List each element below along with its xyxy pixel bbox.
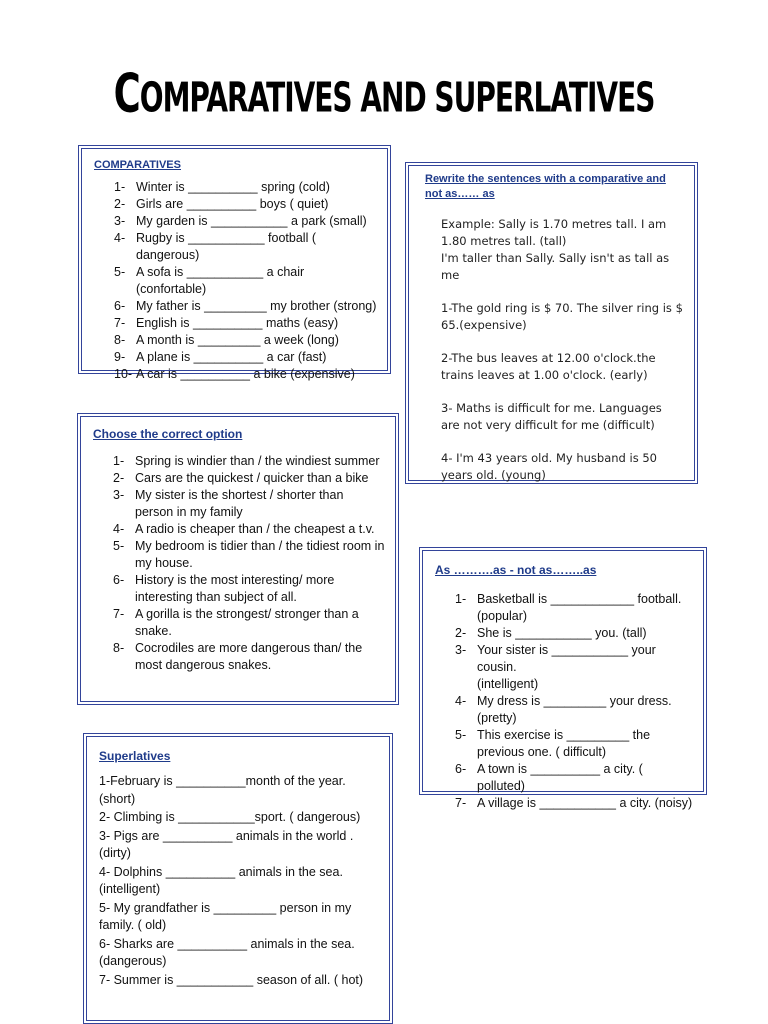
item-text: History is the most interesting/ more interesting than subject of all. [135,573,335,604]
exercise-paragraph: 4- Dolphins __________ animals in the sea. (intelligent) [99,864,343,896]
exercise-paragraph: 3- Maths is difficult for me. Languages are not very difficult for me (difficult) [441,401,662,432]
list-item [91,640,385,674]
list-item [92,366,377,383]
item-text: Spring is windier than / the windiest summer [135,454,380,468]
exercise-paragraph: 5- My grandfather is _________ person in my family. ( old) [99,900,352,932]
list-item [433,642,693,693]
list-item [92,298,377,315]
superlatives-box [83,733,393,1024]
list-item [433,727,693,761]
item-text: English is __________ maths (easy) [136,316,339,330]
list-item [92,230,377,264]
list-item [433,693,693,727]
exercise-paragraph: 4- I'm 43 years old. My husband is 50 years old. (young) [441,451,657,482]
item-text: A radio is cheaper than / the cheapest a t.v. [135,522,375,536]
rewrite-heading: Rewrite the sentences with a comparative and not as…… as [425,173,666,200]
item-number: 5- [113,539,125,553]
list-item [91,487,385,521]
page-title: COMPARATIVES AND SUPERLATIVES [113,62,655,125]
list-item [92,315,377,332]
list-item [433,761,693,795]
item-text: My father is _________ my brother (strong) [136,299,377,313]
item-text: She is ___________ you. (tall) [477,626,647,640]
exercise-paragraph: 6- Sharks are __________ animals in the sea. (dangerous) [99,936,355,968]
comparatives-list [92,179,377,383]
item-number: 1- [113,454,125,468]
as-as-list [433,591,693,812]
comparatives-heading: COMPARATIVES [94,159,181,171]
comparatives-box [78,145,391,381]
item-text: A village is ___________ a city. (noisy) [477,796,693,810]
item-text: A sofa is ___________ a chair (confortable) [136,265,305,296]
as-as-box [419,547,707,810]
list-item [91,470,385,487]
exercise-paragraph: 2- Climbing is ___________sport. ( dangerous) [99,810,361,824]
item-text: Girls are __________ boys ( quiet) [136,197,329,211]
item-number: 7- [113,607,125,621]
item-text: A gorilla is the strongest/ stronger than a snake. [135,607,359,638]
item-number: 6- [455,762,467,776]
choose-list [91,453,385,674]
item-text: My dress is _________ your dress. (pretty) [477,694,672,725]
item-text: A town is __________ a city. ( polluted) [477,762,643,793]
item-text: Rugby is ___________ football ( dangerous) [136,231,316,262]
item-number: 5- [455,728,467,742]
item-text: Cars are the quickest / quicker than a bike [135,471,369,485]
item-number: 10- [114,367,133,381]
list-item [92,332,377,349]
item-text: A car is __________ a bike (expensive) [136,367,355,381]
exercise-paragraph: 2-The bus leaves at 12.00 o'clock.the trains leaves at 1.00 o'clock. (early) [441,351,656,382]
item-number: 1- [114,180,126,194]
item-number: 1- [455,592,467,606]
item-number: 5- [114,265,126,279]
superlatives-heading: Superlatives [99,749,171,763]
list-item [92,349,377,366]
item-text: Basketball is ____________ football. (popular) [477,592,682,623]
exercise-paragraph: Example: Sally is 1.70 metres tall. I am 1.80 metres tall. (tall) I'm taller than Sally. Sally isn't as tall as me [441,217,670,282]
exercise-paragraph: 3- Pigs are __________ animals in the world . (dirty) [99,828,354,860]
list-item [91,538,385,572]
choose-heading: Choose the correct option [93,427,243,441]
list-item [91,453,385,470]
item-text: A plane is __________ a car (fast) [136,350,327,364]
item-number: 6- [114,299,126,313]
list-item [91,606,385,640]
item-number: 8- [113,641,125,655]
item-number: 7- [114,316,126,330]
choose-box [77,413,399,705]
item-text: Winter is __________ spring (cold) [136,180,330,194]
rewrite-box [405,162,698,484]
item-text: This exercise is _________ the previous one. ( difficult) [477,728,651,759]
item-text: My garden is ___________ a park (small) [136,214,367,228]
item-number: 3- [113,488,125,502]
item-number: 4- [114,231,126,245]
as-as-heading: As ……….as - not as……..as [435,563,597,577]
item-text: My sister is the shortest / shorter than person in my family [135,488,344,519]
list-item [92,196,377,213]
item-number: 6- [113,573,125,587]
list-item [92,179,377,196]
list-item [433,625,693,642]
item-number: 2- [113,471,125,485]
list-item [91,521,385,538]
rewrite-paragraphs [419,216,684,484]
list-item [433,795,693,812]
item-text: Your sister is ___________ your cousin. (intelligent) [477,643,656,691]
list-item [92,213,377,230]
exercise-paragraph: 1-February is __________month of the year. (short) [99,774,346,806]
list-item [91,572,385,606]
item-number: 4- [113,522,125,536]
item-number: 3- [114,214,126,228]
item-text: My bedroom is tidier than / the tidiest room in my house. [135,539,385,570]
exercise-paragraph: 7- Summer is ___________ season of all. ( hot) [99,972,364,987]
item-number: 4- [455,694,467,708]
item-number: 9- [114,350,126,364]
list-item [92,264,377,298]
item-number: 3- [455,643,467,657]
item-number: 2- [455,626,467,640]
item-number: 8- [114,333,126,347]
item-text: A month is _________ a week (long) [136,333,339,347]
superlatives-paragraphs [97,773,379,989]
item-number: 2- [114,197,126,211]
item-number: 7- [455,796,467,810]
item-text: Cocrodiles are more dangerous than/ the most dangerous snakes. [135,641,363,672]
list-item [433,591,693,625]
exercise-paragraph: 1-The gold ring is $ 70. The silver ring is $ 65.(expensive) [441,301,683,332]
